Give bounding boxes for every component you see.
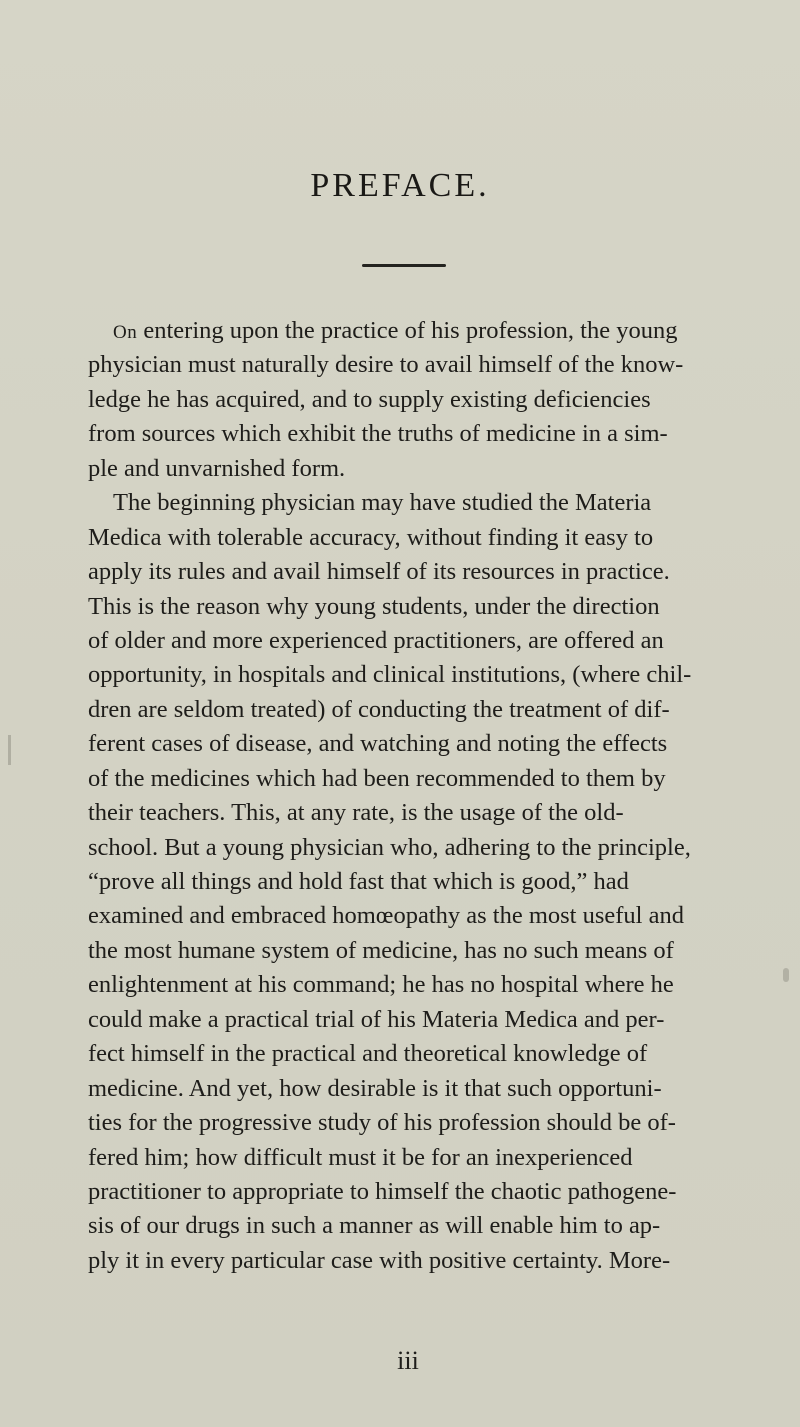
margin-mark (8, 735, 11, 765)
text-line: ple and unvarnished form. (88, 454, 346, 482)
page-title: PREFACE. (310, 167, 490, 204)
text-line: their teachers. This, at any rate, is the usage of the old- (88, 799, 624, 827)
text-line-rest: entering upon the practice of his profession, the young (137, 317, 678, 344)
text-line: medicine. And yet, how desirable is it that such opportuni- (88, 1074, 662, 1102)
preface-text (88, 314, 752, 1278)
text-line: from sources which exhibit the truths of medicine in a sim- (88, 420, 668, 448)
text-line: could make a practical trial of his Materia Medica and per- (88, 1005, 665, 1033)
text-line: of the medicines which had been recommended to them by (88, 764, 666, 792)
paper-speck (783, 968, 789, 982)
page-number: iii (397, 1346, 419, 1375)
text-line: ferent cases of disease, and watching and noting the effects (88, 730, 668, 758)
text-line (88, 314, 752, 348)
text-line: fered him; how difficult must it be for an inexperienced (88, 1143, 633, 1171)
text-line: examined and embraced homœopathy as the most useful and (88, 902, 684, 930)
text-line: ply it in every particular case with positive certainty. More- (88, 1246, 671, 1274)
text-line: of older and more experienced practitioners, are offered an (88, 626, 664, 654)
text-line: fect himself in the practical and theoretical knowledge of (88, 1040, 648, 1068)
text-line: opportunity, in hospitals and clinical institutions, (where chil- (88, 661, 692, 689)
text-line: school. But a young physician who, adhering to the principle, (88, 833, 691, 861)
text-line: ledge he has acquired, and to supply existing deficiencies (88, 385, 651, 413)
first-word: On (113, 322, 138, 343)
text-line: physician must naturally desire to avail himself of the know- (88, 351, 684, 379)
text-line: The beginning physician may have studied the Materia (113, 489, 652, 517)
text-line: “prove all things and hold fast that which is good,” had (88, 868, 629, 895)
text-line: This is the reason why young students, under the direction (88, 592, 660, 620)
title-rule (362, 264, 446, 267)
text-line: dren are seldom treated) of conducting the treatment of dif- (88, 695, 670, 723)
text-line: ties for the progressive study of his profession should be of- (88, 1109, 676, 1137)
text-line: sis of our drugs in such a manner as will enable him to ap- (88, 1212, 661, 1240)
text-line: practitioner to appropriate to himself the chaotic pathogene- (88, 1177, 677, 1205)
text-line: apply its rules and avail himself of its resources in practice. (88, 558, 670, 586)
text-line: Medica with tolerable accuracy, without finding it easy to (88, 523, 654, 551)
text-line: enlightenment at his command; he has no hospital where he (88, 971, 674, 999)
text-line: the most humane system of medicine, has no such means of (88, 936, 674, 964)
